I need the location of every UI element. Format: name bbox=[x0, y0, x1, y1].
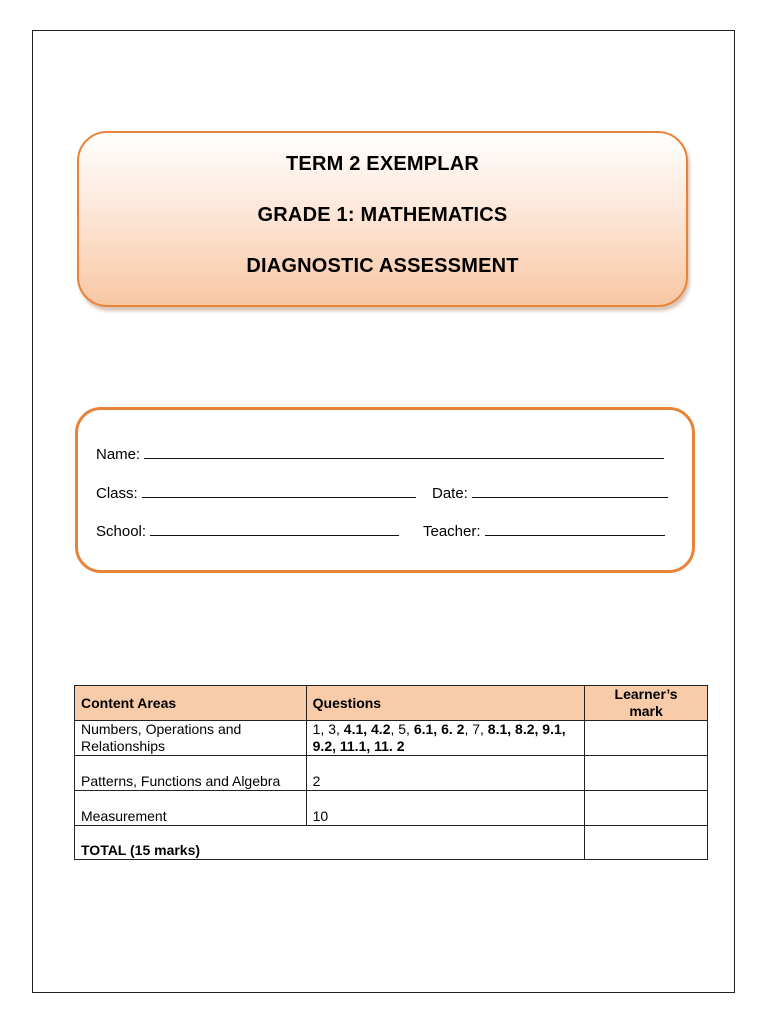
date-field[interactable] bbox=[432, 482, 668, 502]
content-area-cell: Patterns, Functions and Algebra bbox=[75, 756, 307, 791]
questions-part: , 5, bbox=[390, 721, 414, 737]
questions-header: Questions bbox=[306, 686, 584, 721]
learners-mark-cell[interactable] bbox=[585, 791, 708, 826]
questions-part: , 7, bbox=[464, 721, 488, 737]
table-row bbox=[75, 721, 708, 756]
total-label: TOTAL (15 marks) bbox=[75, 826, 585, 860]
content-areas-header: Content Areas bbox=[75, 686, 307, 721]
learners-mark-cell[interactable] bbox=[585, 756, 708, 791]
learners-mark-cell[interactable] bbox=[585, 721, 708, 756]
table-row bbox=[75, 791, 708, 826]
class-field[interactable] bbox=[96, 482, 416, 502]
date-label: Date: bbox=[432, 485, 468, 502]
questions-cell bbox=[306, 721, 584, 756]
questions-part-bold: 4.1, 4.2 bbox=[343, 721, 391, 737]
class-label: Class: bbox=[96, 485, 138, 502]
name-label: Name: bbox=[96, 446, 141, 463]
grade-subject-title: GRADE 1: MATHEMATICS bbox=[257, 204, 508, 226]
school-label: School: bbox=[96, 523, 147, 540]
term-title: TERM 2 EXEMPLAR bbox=[285, 153, 480, 175]
school-field[interactable] bbox=[96, 520, 399, 540]
questions-part-bold: 8.1, 8.2, 9.1, 9.2, 11.1, 11. 2 bbox=[312, 721, 566, 754]
assessment-title: DIAGNOSTIC ASSESSMENT bbox=[246, 255, 519, 277]
learners-mark-header bbox=[585, 686, 708, 721]
teacher-line[interactable] bbox=[485, 520, 665, 536]
title-banner bbox=[77, 131, 688, 307]
name-field[interactable] bbox=[96, 443, 664, 463]
date-line[interactable] bbox=[472, 482, 668, 498]
total-mark-cell[interactable] bbox=[585, 826, 708, 860]
questions-cell: 2 bbox=[306, 756, 584, 791]
learners-mark-header-line2: mark bbox=[629, 703, 663, 719]
questions-part: 1, 3, bbox=[312, 721, 344, 737]
table-header-row bbox=[75, 686, 708, 721]
class-line[interactable] bbox=[142, 482, 416, 498]
questions-part-bold: 6.1, 6. 2 bbox=[413, 721, 465, 737]
name-line[interactable] bbox=[144, 443, 664, 459]
content-area-cell: Measurement bbox=[75, 791, 307, 826]
school-line[interactable] bbox=[150, 520, 399, 536]
table-row bbox=[75, 756, 708, 791]
teacher-label: Teacher: bbox=[423, 523, 481, 540]
learner-info-box bbox=[75, 407, 695, 573]
questions-cell: 10 bbox=[306, 791, 584, 826]
learners-mark-header-line1: Learner’s bbox=[614, 686, 678, 702]
teacher-field[interactable] bbox=[423, 520, 665, 540]
content-areas-table bbox=[74, 685, 708, 860]
total-row bbox=[75, 826, 708, 860]
content-area-cell: Numbers, Operations and Relationships bbox=[75, 721, 307, 756]
